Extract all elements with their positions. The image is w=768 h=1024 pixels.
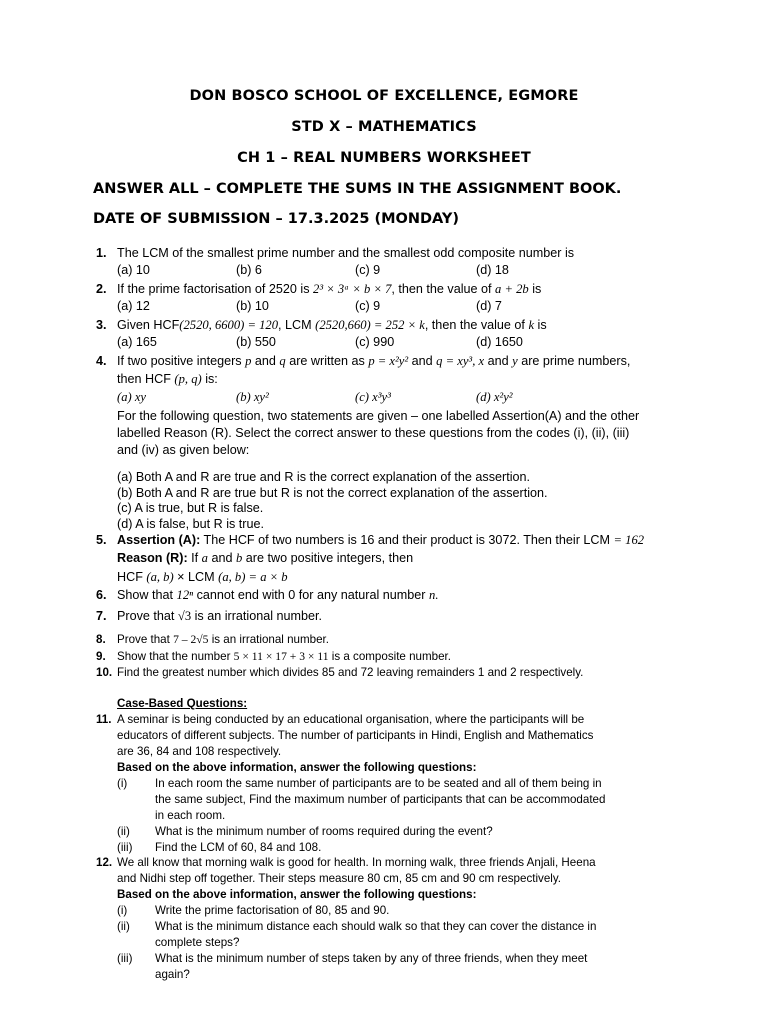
option-a: (a) 12 xyxy=(117,299,150,313)
math-expression: (2520, 6600) = 120 xyxy=(179,318,279,332)
question-12: 12. We all know that morning walk is good for health. In morning walk, three friends Anjali, Heena xyxy=(96,856,596,869)
case-prompt: Based on the above information, answer the following questions: xyxy=(117,761,477,774)
option-d: (d) 1650 xyxy=(476,335,523,349)
sub-question-line: What is the minimum number of steps taken by any of three friends, when they meet xyxy=(155,952,588,965)
sub-question-line: Find the LCM of 60, 84 and 108. xyxy=(155,841,322,854)
option-b: (b) 6 xyxy=(236,263,262,277)
sub-question-number: (iii) xyxy=(117,952,133,965)
option-b: (b) 550 xyxy=(236,335,276,349)
option-d: (d) 18 xyxy=(476,263,509,277)
option-d: (d) 7 xyxy=(476,299,502,313)
sub-question-line: Write the prime factorisation of 80, 85 and 90. xyxy=(155,904,390,917)
question-5: 5. Assertion (A): The HCF of two numbers is 16 and their product is 3072. Then their LCM = 162 xyxy=(96,533,645,547)
option-c: (c) 9 xyxy=(355,263,381,277)
reason-line: Reason (R): If a and b are two positive integers, then xyxy=(117,551,414,565)
assertion-code: (b) Both A and R are true but R is not the correct explanation of the assertion. xyxy=(117,486,548,500)
sub-question-line: complete steps? xyxy=(155,936,240,949)
question-7: 7. Prove that √3 is an irrational number. xyxy=(96,609,323,623)
question-4: 4. If two positive integers p and q are written as p = x²y² and q = xy³, x and y are prime numbers, xyxy=(96,354,631,368)
sub-question-number: (ii) xyxy=(117,920,130,933)
option-a: (a) xy xyxy=(117,390,147,404)
question-9: 9. Show that the number 5 × 11 × 17 + 3 × 11 is a composite number. xyxy=(96,650,451,663)
assertion-label: Assertion (A): xyxy=(117,533,201,547)
question-number: 7. xyxy=(96,609,107,623)
worksheet-title: CH 1 – REAL NUMBERS WORKSHEET xyxy=(237,150,531,166)
option-a: (a) 165 xyxy=(117,335,157,349)
question-4-line-2: then HCF (p, q) is: xyxy=(117,372,218,386)
assertion-intro-line: For the following question, two statements are given – one labelled Assertion(A) and the other xyxy=(117,409,640,423)
question-11: 11. A seminar is being conducted by an educational organisation, where the participants will be xyxy=(96,713,585,726)
question-number: 2. xyxy=(96,282,107,296)
question-8: 8. Prove that 7 – 2√5 is an irrational number. xyxy=(96,633,329,646)
school-name: DON BOSCO SCHOOL OF EXCELLENCE, EGMORE xyxy=(189,88,579,104)
question-number: 5. xyxy=(96,533,107,547)
math-expression: (2520,660) = 252 × k xyxy=(315,318,425,332)
case-prompt: Based on the above information, answer the following questions: xyxy=(117,888,477,901)
sub-question-line: in each room. xyxy=(155,809,226,822)
question-text: The LCM of the smallest prime number and the smallest odd composite number is xyxy=(117,246,575,260)
math-expression: p = x²y² xyxy=(368,354,409,368)
assertion-code: (c) A is true, but R is false. xyxy=(117,501,264,515)
option-a: (a) 10 xyxy=(117,263,150,277)
question-number: 12. xyxy=(96,856,113,869)
assertion-intro-line: labelled Reason (R). Select the correct answer to these questions from the codes (i), (ii), (iii) xyxy=(117,426,630,440)
sub-question-number: (iii) xyxy=(117,841,133,854)
question-11-line: are 36, 84 and 108 respectively. xyxy=(117,745,282,758)
sub-question-number: (i) xyxy=(117,904,128,917)
sub-question-line: the same subject, Find the maximum number of participants that can be accommodated xyxy=(155,793,606,806)
class-subject: STD X – MATHEMATICS xyxy=(291,119,477,135)
question-number: 3. xyxy=(96,318,107,332)
question-12-line: and Nidhi step off together. Their steps measure 80 cm, 85 cm and 90 cm respectively. xyxy=(117,872,562,885)
assertion-code: (a) Both A and R are true and R is the correct explanation of the assertion. xyxy=(117,470,531,484)
question-11-line: educators of different subjects. The number of participants in Hindi, English and Mathematics xyxy=(117,729,594,742)
assertion-code: (d) A is false, but R is true. xyxy=(117,517,264,531)
case-based-heading: Case-Based Questions: xyxy=(117,697,248,710)
reason-label: Reason (R): xyxy=(117,551,188,565)
assertion-intro-line: and (iv) as given below: xyxy=(117,443,250,457)
instruction-line: ANSWER ALL – COMPLETE THE SUMS IN THE ASSIGNMENT BOOK. xyxy=(93,181,622,197)
option-b: (b) 10 xyxy=(236,299,269,313)
question-number: 4. xyxy=(96,354,107,368)
sub-question-line: again? xyxy=(155,968,190,981)
question-number: 9. xyxy=(96,650,106,663)
sub-question-line: In each room the same number of participants are to be seated and all of them being in xyxy=(155,777,602,790)
option-c: (c) 9 xyxy=(355,299,381,313)
question-10: 10. Find the greatest number which divides 85 and 72 leaving remainders 1 and 2 respectively. xyxy=(96,666,584,679)
question-2: 2. If the prime factorisation of 2520 is 2³ × 3ᵃ × b × 7, then the value of a + 2b is xyxy=(96,282,542,296)
question-6: 6. Show that 12ⁿ cannot end with 0 for any natural number n. xyxy=(96,588,439,602)
sub-question-number: (i) xyxy=(117,777,128,790)
option-d: (d) x²y² xyxy=(476,390,513,404)
sub-question-line: What is the minimum number of rooms required during the event? xyxy=(155,825,493,838)
question-number: 11. xyxy=(96,713,112,726)
question-1 xyxy=(96,245,574,261)
option-c: (c) x³y³ xyxy=(355,390,391,404)
question-number: 8. xyxy=(96,633,106,646)
option-b: (b) xy² xyxy=(236,390,269,404)
question-number: 10. xyxy=(96,666,113,679)
question-3: 3. Given HCF(2520, 6600) = 120, LCM (2520,660) = 252 × k, then the value of k is xyxy=(96,318,547,332)
sub-question-number: (ii) xyxy=(117,825,130,838)
math-expression: a + 2b xyxy=(495,282,529,296)
question-number: 1. xyxy=(96,246,107,260)
reason-formula: HCF (a, b) × LCM (a, b) = a × b xyxy=(117,570,288,584)
math-expression: q = xy³, x xyxy=(436,354,485,368)
option-c: (c) 990 xyxy=(355,335,395,349)
math-expression: 2³ × 3ᵃ × b × 7 xyxy=(313,282,392,296)
submission-date: DATE OF SUBMISSION – 17.3.2025 (MONDAY) xyxy=(93,211,459,227)
question-number: 6. xyxy=(96,588,107,602)
sub-question-line: What is the minimum distance each should walk so that they can cover the distance in xyxy=(155,920,597,933)
